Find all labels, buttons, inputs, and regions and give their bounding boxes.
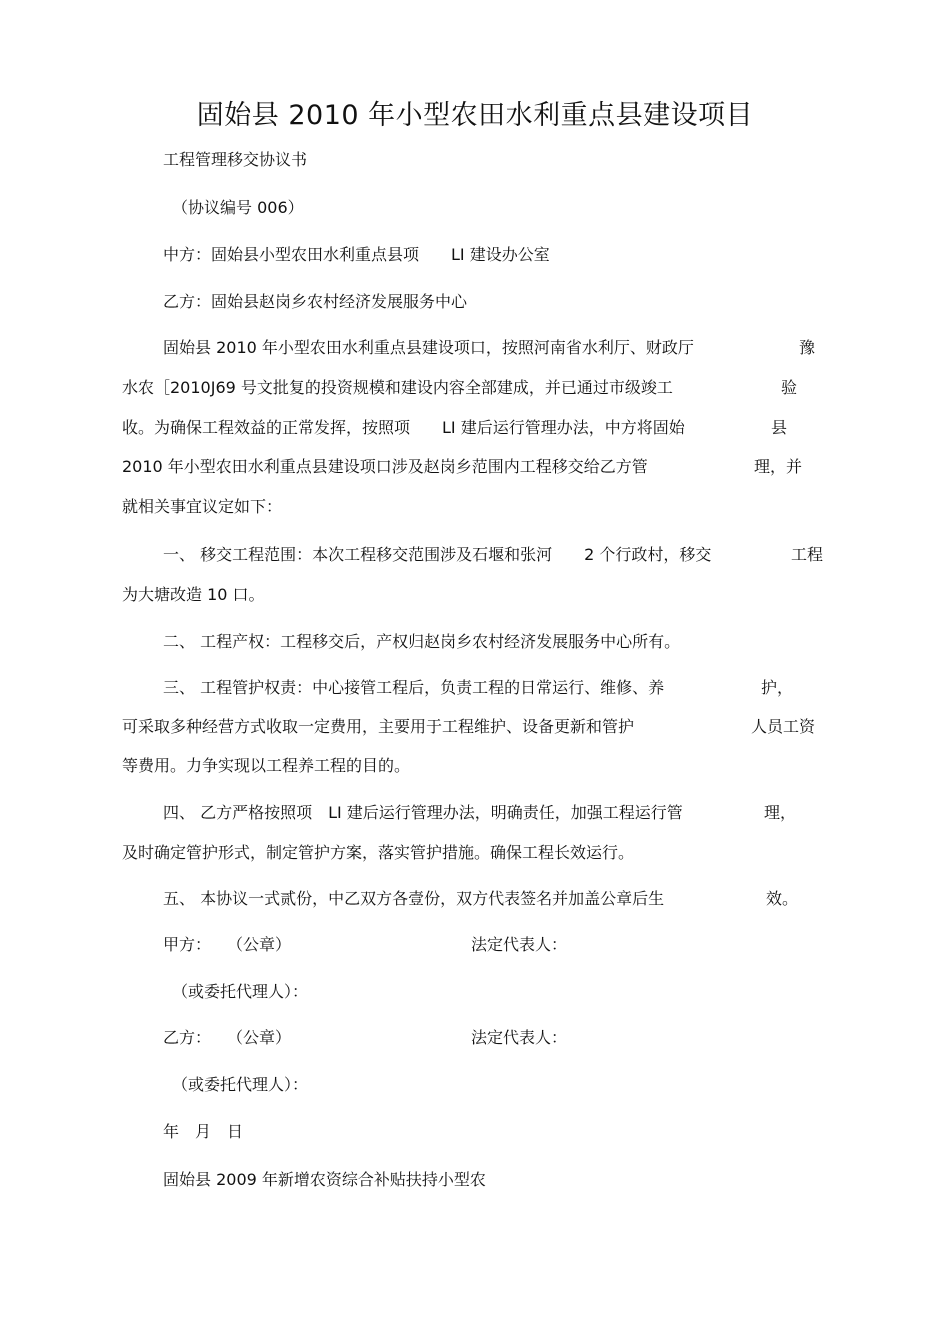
clause-4-line-1: 四、 乙方严格按照项 LI 建后运行管理办法，明确责任，加强工程运行管 理， [163, 803, 796, 822]
clause-4-line-2: 及时确定管护形式，制定管护方案，落实管护措施。确保工程长效运行。 [122, 843, 635, 862]
intro-line-5: 就相关事宜议定如下： [122, 497, 283, 516]
intro-line-1: 固始县 2010 年小型农田水利重点县建设项口，按照河南省水利厅、财政厅 豫 [163, 338, 815, 357]
clause-3-line-3: 等费用。力争实现以工程养工程的目的。 [122, 756, 411, 775]
party-b-line: 乙方：固始县赵岗乡农村经济发展服务中心 [163, 292, 468, 311]
party-b-legal-rep: 法定代表人： [471, 1028, 568, 1047]
document-subtitle: 工程管理移交协议书 [163, 150, 308, 169]
clause-2: 二、 工程产权：工程移交后，产权归赵岗乡农村经济发展服务中心所有。 [163, 632, 681, 651]
clause-3-line-1: 三、 工程管护权责：中心接管工程后，负责工程的日常运行、维修、养 护， [163, 678, 793, 697]
agreement-number: （协议编号 006） [172, 198, 304, 217]
clause-1-line-1: 一、 移交工程范围：本次工程移交范围涉及石堰和张河 2 个行政村，移交 工程 [163, 545, 823, 564]
next-document-heading: 固始县 2009 年新增农资综合补贴扶持小型农 [163, 1170, 486, 1189]
party-a-line: 中方：固始县小型农田水利重点县项 LI 建设办公室 [163, 245, 550, 264]
document-title: 固始县 2010 年小型农田水利重点县建设项目 [196, 100, 754, 131]
party-b-agent: （或委托代理人）： [172, 1075, 309, 1094]
clause-3-line-2: 可采取多种经营方式收取一定费用，主要用于工程维护、设备更新和管护 人员工资 [122, 717, 815, 736]
intro-line-4: 2010 年小型农田水利重点县建设项口涉及赵岗乡范围内工程移交给乙方管 理，并 [122, 457, 802, 476]
party-a-legal-rep: 法定代表人： [471, 935, 568, 954]
signature-date: 年 月 日 [163, 1122, 244, 1141]
party-a-agent: （或委托代理人）： [172, 982, 309, 1001]
intro-line-3: 收。为确保工程效益的正常发挥，按照项 LI 建后运行管理办法，中方将固始 县 [122, 418, 787, 437]
clause-5: 五、 本协议一式贰份，中乙双方各壹份，双方代表签名并加盖公章后生 效。 [163, 889, 798, 908]
party-b-seal: 乙方： （公章） [163, 1028, 292, 1047]
clause-1-line-2: 为大塘改造 10 口。 [122, 585, 265, 604]
intro-line-2: 水农［2010J69 号文批复的投资规模和建设内容全部建成，并已通过市级竣工 验 [122, 378, 797, 397]
party-a-seal: 甲方： （公章） [163, 935, 292, 954]
